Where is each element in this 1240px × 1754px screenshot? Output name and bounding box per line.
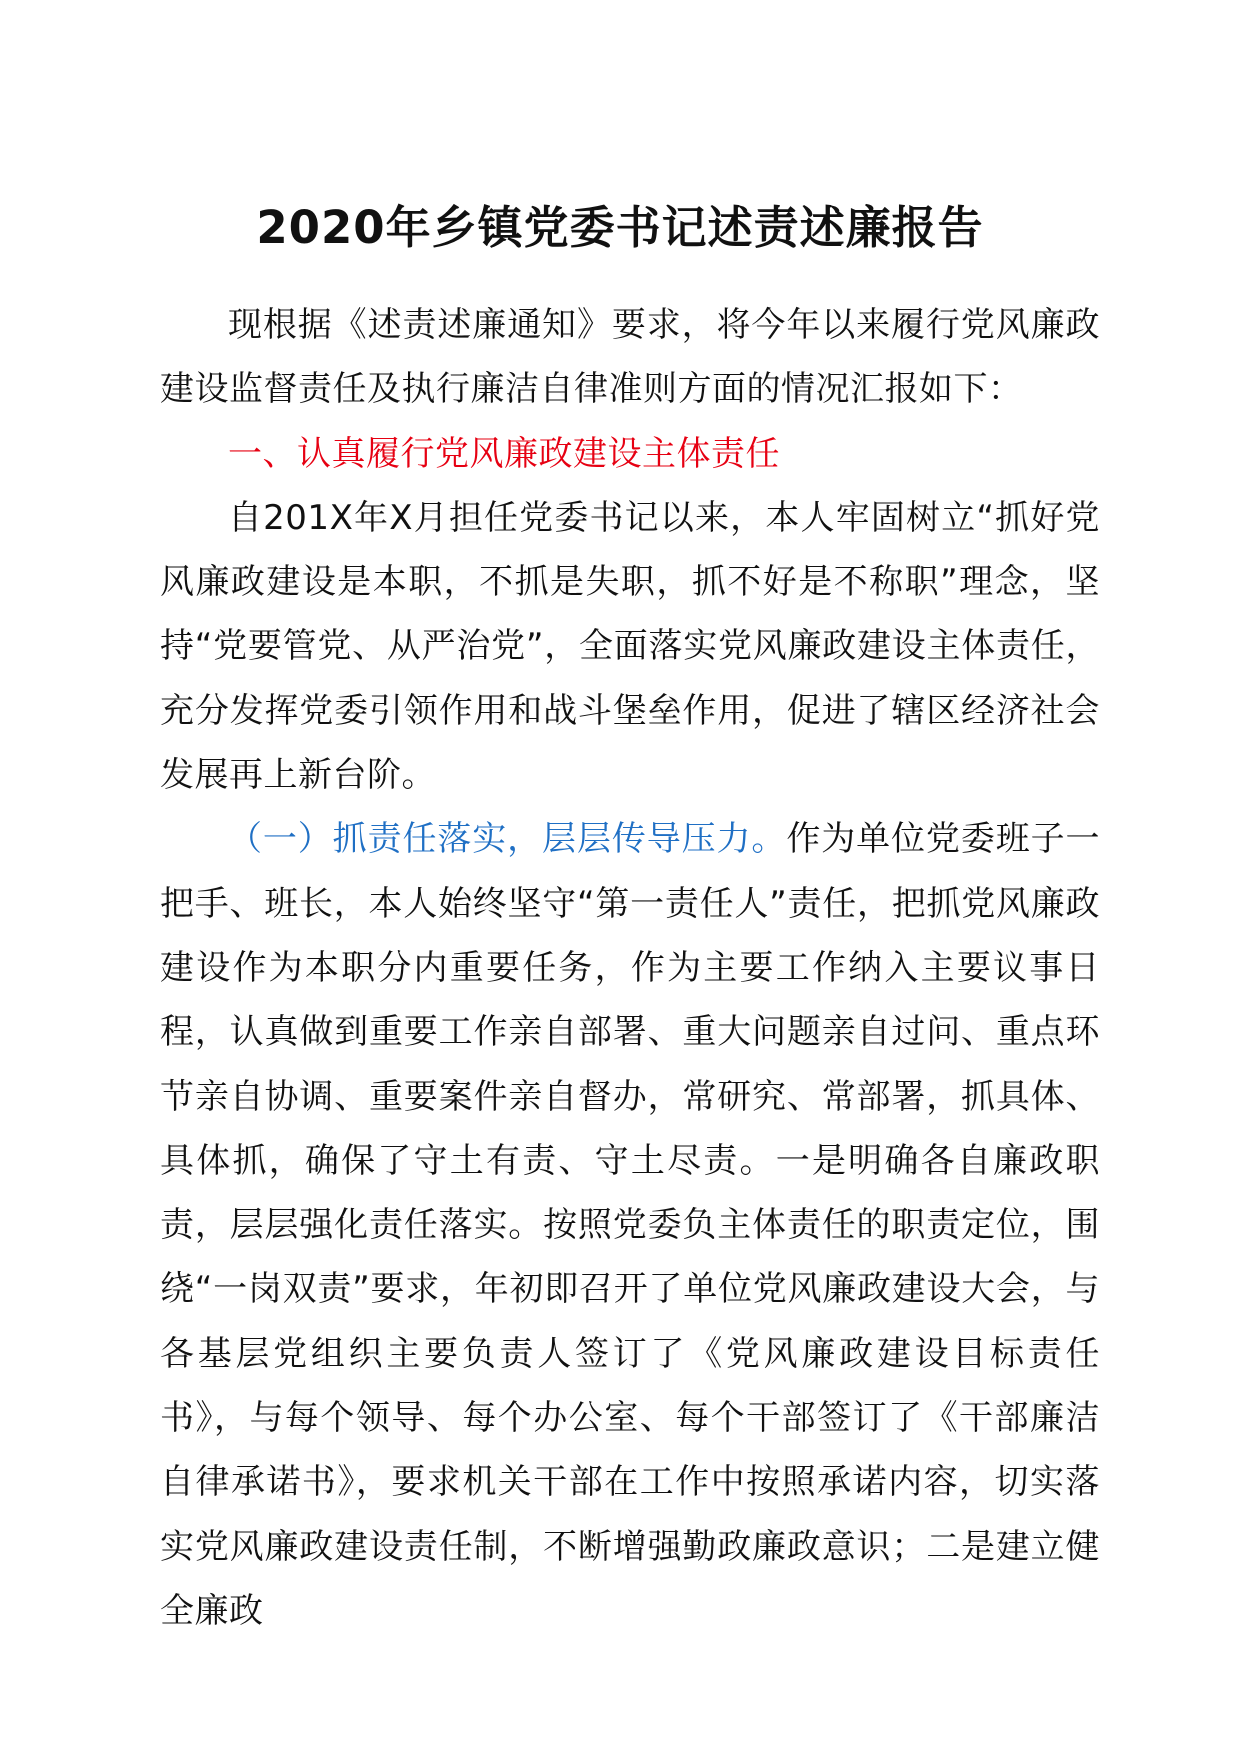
section-heading-1: 一、认真履行党风廉政建设主体责任 bbox=[228, 433, 780, 474]
intro-paragraph: 现根据《述责述廉通知》要求，将今年以来履行党风廉政建设监督责任及执行廉洁自律准则方面的情况汇报如下： bbox=[160, 305, 1100, 410]
subsection-1-paragraph bbox=[160, 807, 1100, 1643]
subsection-heading-1: （一）抓责任落实，层层传导压力。 bbox=[228, 819, 787, 860]
section-1-paragraph: 自201X年X月担任党委书记以来，本人牢固树立“抓好党风廉政建设是本职，不抓是失职，抓不好是不称职”理念，坚持“党要管党、从严治党”，全面落实党风廉政建设主体责任，充分发挥党委引领作用和战斗堡垒作用，促进了辖区经济社会发展再上新台阶。 bbox=[160, 497, 1100, 796]
document-title: 2020年乡镇党委书记述责述廉报告 bbox=[256, 201, 984, 254]
subsection-1-body: 作为单位党委班子一把手、班长，本人始终坚守“第一责任人”责任，把抓党风廉政建设作为本职分内重要任务，作为主要工作纳入主要议事日程，认真做到重要工作亲自部署、重大问题亲自过问、重点环节亲自协调、重要案件亲自督办，常研究、常部署，抓具体、具体抓，确保了守土有责、守土尽责。一是明确各自廉政职责，层层强化责任落实。按照党委负主体责任的职责定位，围绕“一岗双责”要求，年初即召开了单位党风廉政建设大会，与各基层党组织主要负责人签订了《党风廉政建设目标责任书》，与每个领导、每个办公室、每个干部签订了《干部廉洁自律承诺书》，要求机关干部在工作中按照承诺内容，切实落实党风廉政建设责任制，不断增强勤政廉政意识；二是建立健全廉政 bbox=[160, 819, 1101, 1631]
document-body bbox=[160, 293, 1100, 1643]
